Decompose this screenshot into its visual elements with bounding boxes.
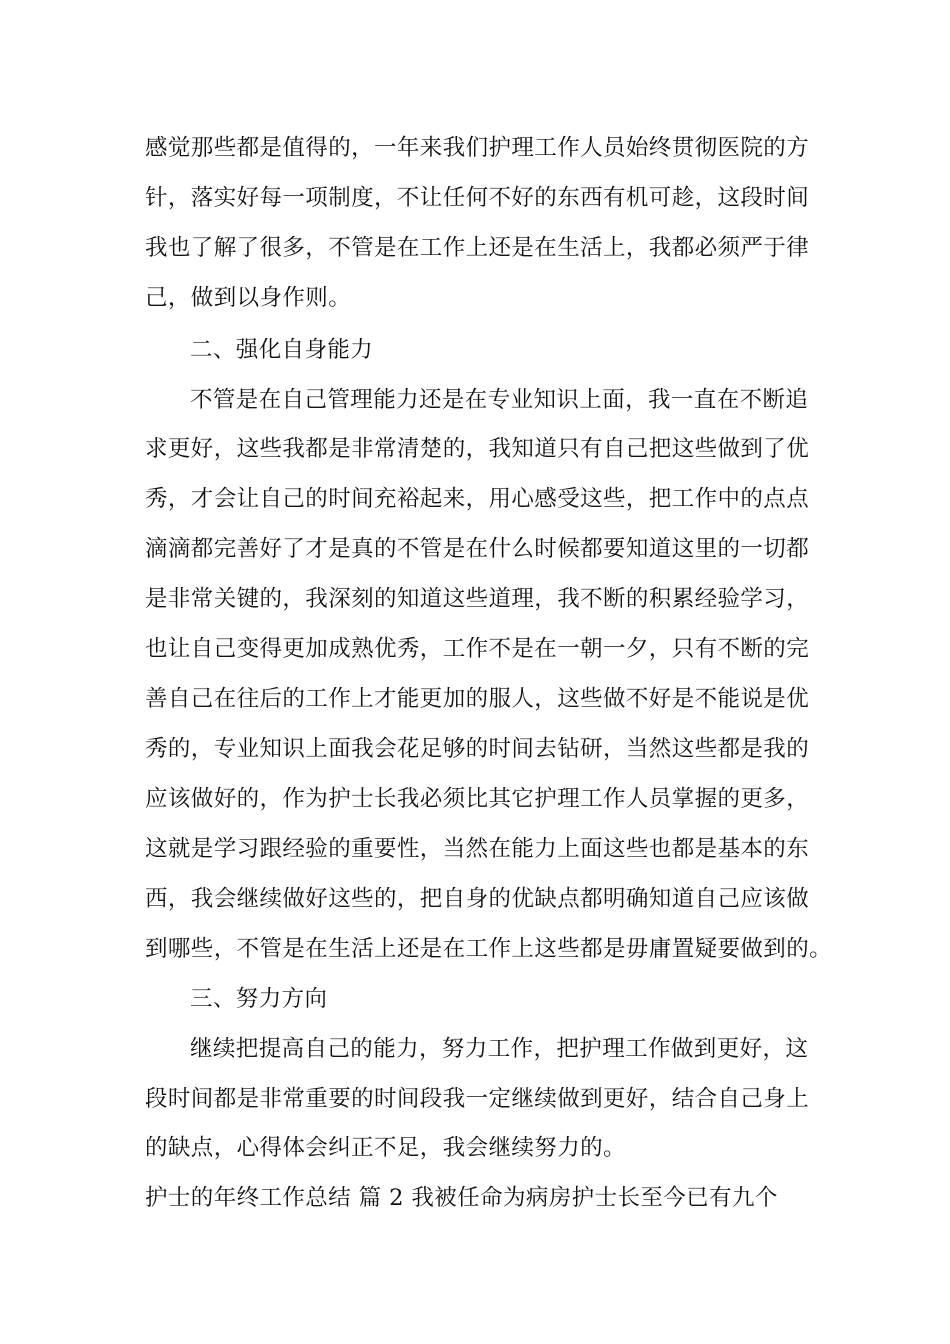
paragraph-line: 我也了解了很多，不管是在工作上还是在生活上，我都必须严于律: [145, 235, 810, 261]
paragraph-line: 这就是学习跟经验的重要性，当然在能力上面这些也都是基本的东: [145, 836, 810, 862]
paragraph-line: 善自己在往后的工作上才能更加的服人，这些做不好是不能说是优: [145, 686, 810, 712]
paragraph-line: 也让自己变得更加成熟优秀，工作不是在一朝一夕，只有不断的完: [145, 636, 810, 662]
section-heading: 三、努力方向: [190, 986, 328, 1012]
paragraph-line: 的缺点，心得体会纠正不足，我会继续努力的。: [145, 1135, 626, 1161]
paragraph-line: 是非常关键的，我深刻的知道这些道理，我不断的积累经验学习，: [145, 586, 810, 612]
paragraph-line: 不管是在自己管理能力还是在专业知识上面，我一直在不断追: [190, 387, 809, 413]
paragraph-line: 求更好，这些我都是非常清楚的，我知道只有自己把这些做到了优: [145, 436, 810, 462]
paragraph-line: 到哪些，不管是在生活上还是在工作上这些都是毋庸置疑要做到的。: [145, 936, 833, 962]
paragraph-line: 继续把提高自己的能力，努力工作，把护理工作做到更好，这: [190, 1036, 809, 1062]
paragraph-line: 己，做到以身作则。: [145, 285, 352, 311]
paragraph-line: 秀，才会让自己的时间充裕起来，用心感受这些，把工作中的点点: [145, 486, 810, 512]
paragraph-line: 秀的，专业知识上面我会花足够的时间去钻研，当然这些都是我的: [145, 736, 810, 762]
section-heading: 二、强化自身能力: [190, 337, 374, 363]
paragraph-line: 应该做好的，作为护士长我必须比其它护理工作人员掌握的更多，: [145, 786, 810, 812]
paragraph-line: 段时间都是非常重要的时间段我一定继续做到更好，结合自己身上: [145, 1086, 810, 1112]
paragraph-line: 感觉那些都是值得的，一年来我们护理工作人员始终贯彻医院的方: [145, 135, 810, 161]
paragraph-line: 针，落实好每一项制度，不让任何不好的东西有机可趁，这段时间: [145, 185, 810, 211]
paragraph-line: 滴滴都完善好了才是真的不管是在什么时候都要知道这里的一切都: [145, 536, 810, 562]
article-title-line: 护士的年终工作总结 篇 2 我被任命为病房护士长至今已有九个: [145, 1185, 778, 1211]
paragraph-line: 西，我会继续做好这些的，把自身的优缺点都明确知道自己应该做: [145, 886, 810, 912]
